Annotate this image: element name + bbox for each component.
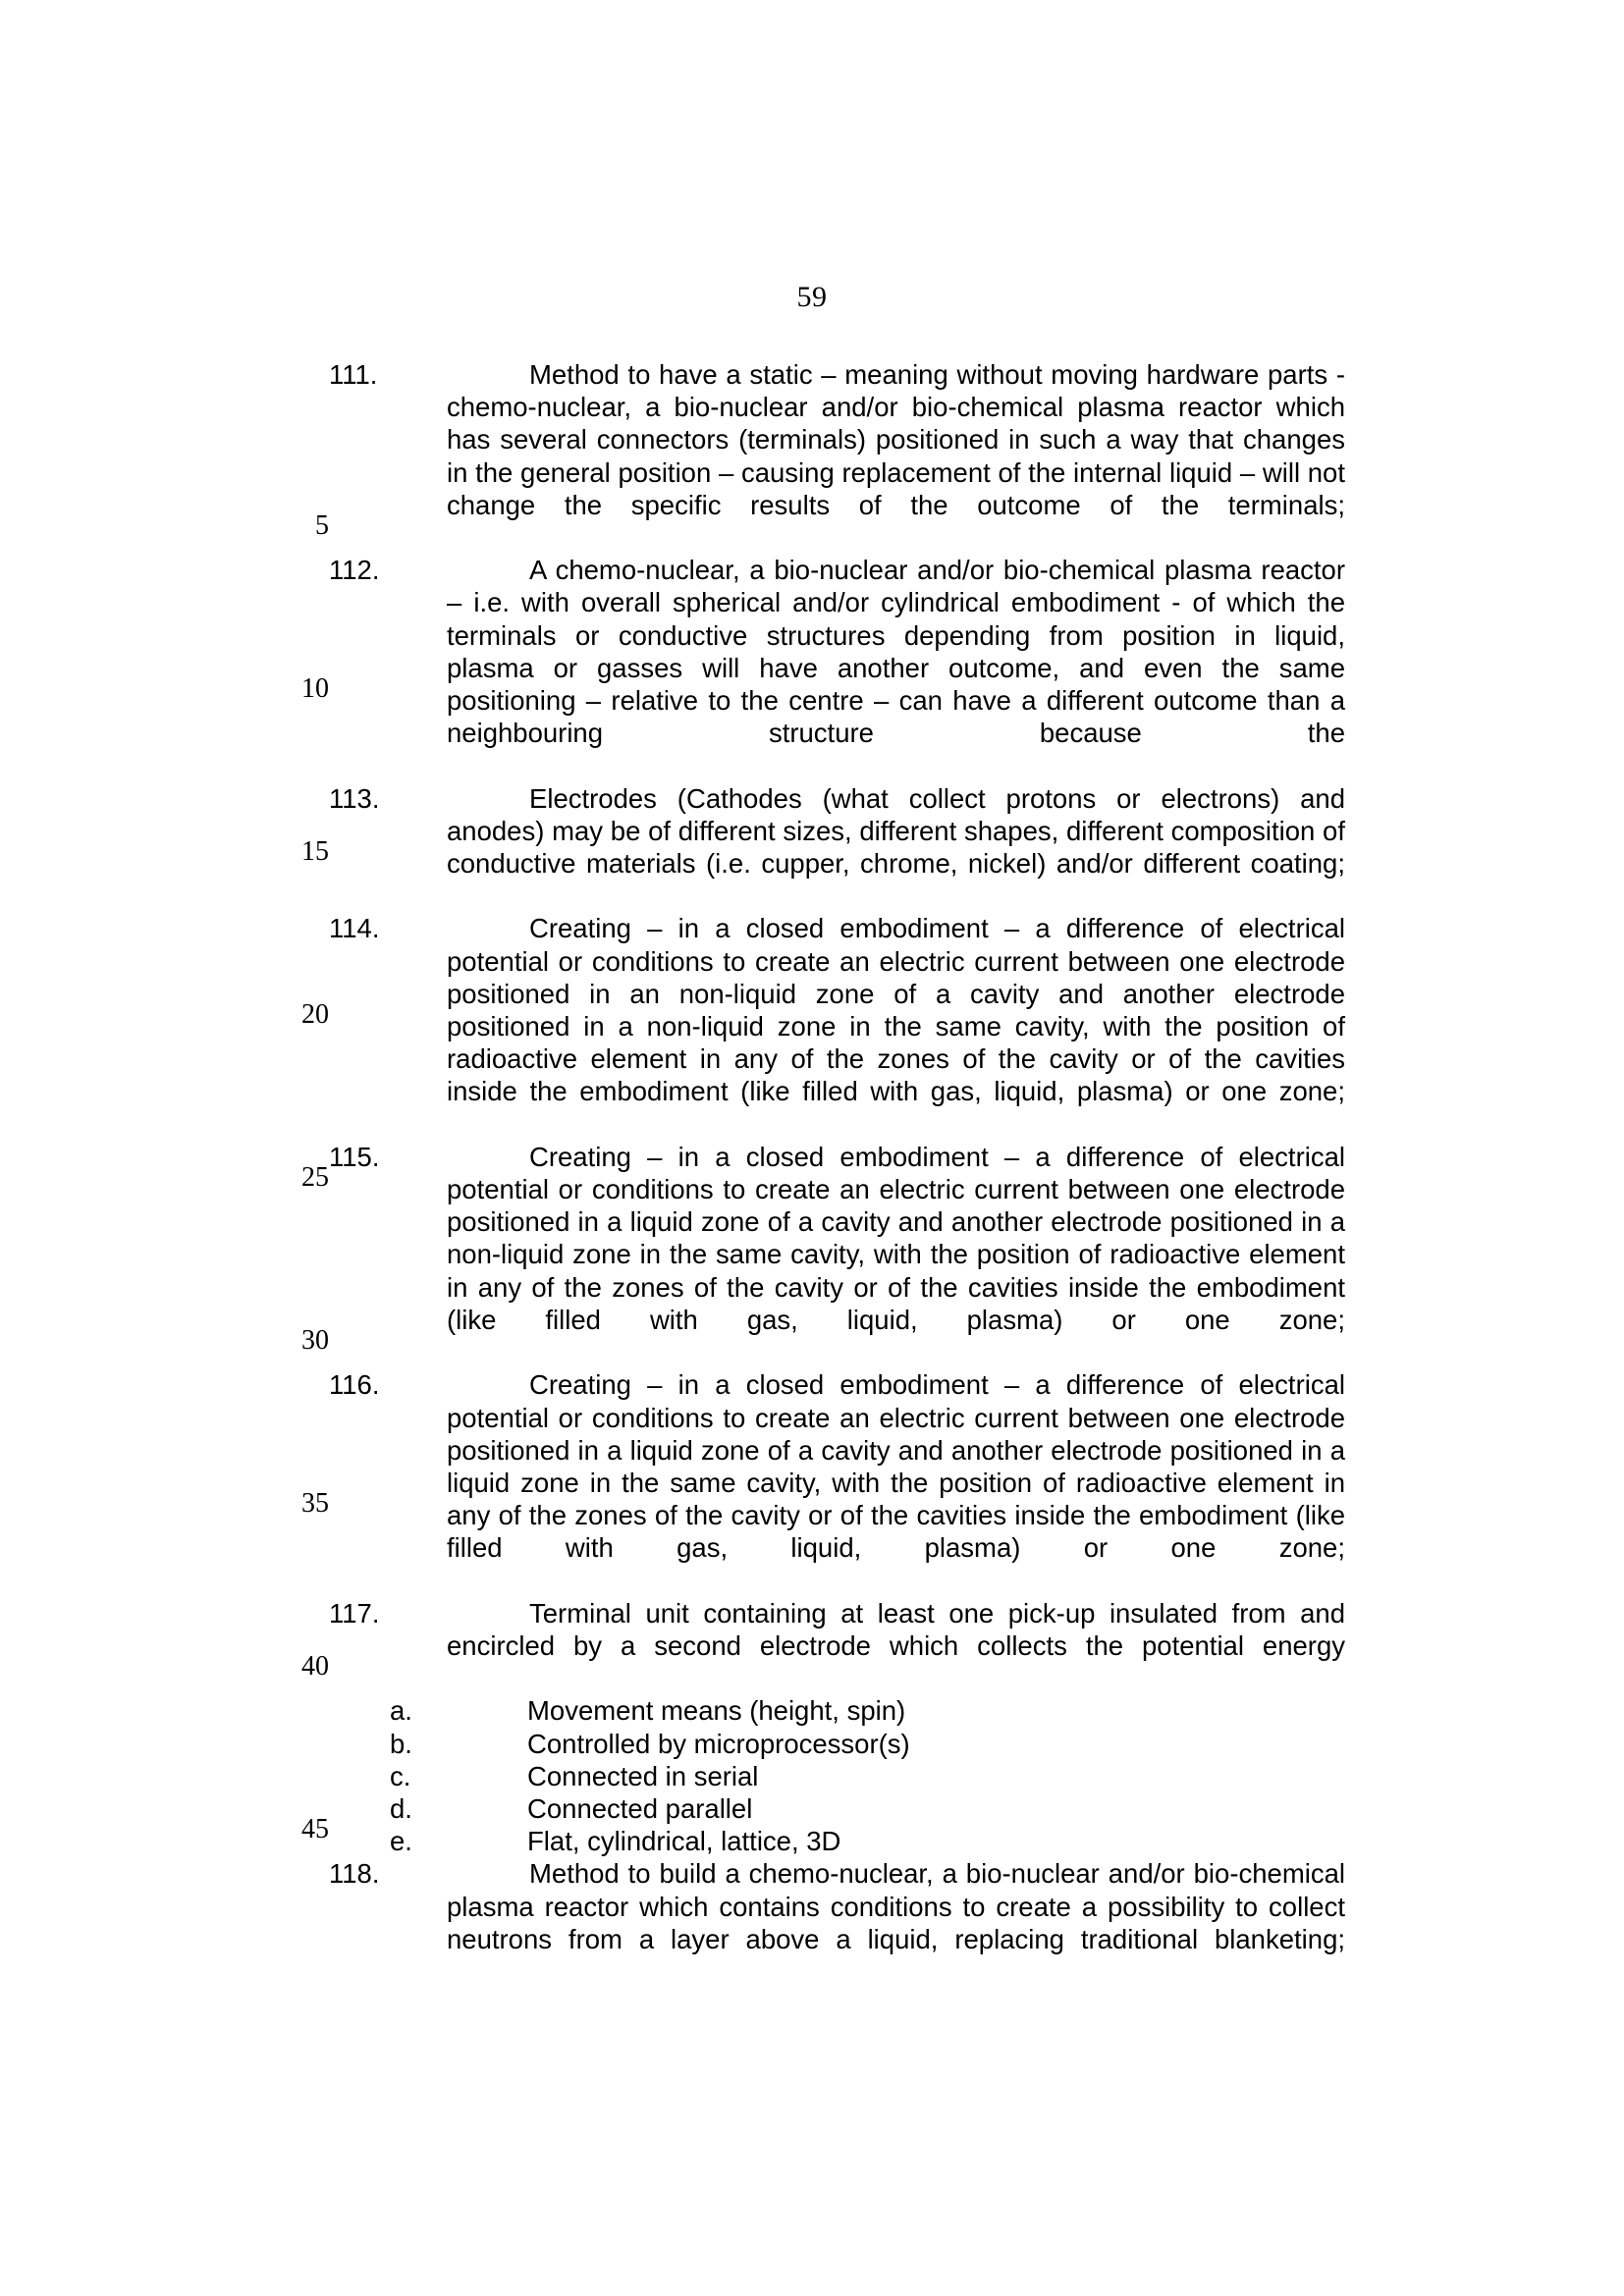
sub-item-a [388,1694,1345,1727]
claim-number: 114. [329,913,380,944]
claim-113 [329,782,1345,913]
claim-text: Method to have a static – meaning without moving hardware parts - chemo-nuclear, a bio-nuclear and/or bio-chemical plasma reactor which has several connectors (terminals) positioned in such a way that changes in the general position – causing replacement of the internal liquid – will not change the specific results of the outcome of the terminals; [447,359,1345,520]
line-number: 10 [301,673,329,704]
claim-text: Creating – in a closed embodiment – a difference of electrical potential or conditions to create an electric current between one electrode positioned in a liquid zone of a cavity and another electrode positioned in a liquid zone in the same cavity, with the position of radioactive element in any of the zones of the cavity or of the cavities inside the embodiment (like filled with gas, liquid, plasma) or one zone; [447,1369,1345,1564]
sub-item-text: Connected parallel [527,1792,753,1824]
sub-item-letter: b. [390,1728,412,1759]
line-number: 20 [301,999,329,1030]
line-number: 35 [301,1488,329,1519]
claim-number: 113. [329,782,380,814]
claim-117 [329,1597,1345,1695]
claim-116 [329,1368,1345,1596]
sub-item-text: Flat, cylindrical, lattice, 3D [527,1826,841,1857]
claim-text: A chemo-nuclear, a bio-nuclear and/or bio-chemical plasma reactor – i.e. with overall spherical and/or cylindrical embodiment - of which the terminals or conductive structures depending from position in liquid, plasma or gasses will have another outcome, and even the same positioning – relative to the centre – can have a different outcome than a neighbouring structure because the [447,555,1345,749]
claim-111 [329,358,1345,554]
sub-item-e [388,1825,1345,1857]
sub-item-b [388,1728,1345,1760]
sub-item-text: Connected in serial [527,1760,759,1791]
claim-number: 111. [329,359,378,390]
line-number: 15 [301,836,329,867]
sub-item-letter: a. [390,1695,412,1727]
claim-number: 116. [329,1369,380,1401]
line-number-gutter [0,0,353,2296]
line-number: 5 [315,510,329,541]
sub-item-text: Controlled by microprocessor(s) [527,1728,910,1759]
claim-number: 117. [329,1597,380,1629]
claim-114 [329,912,1345,1140]
claim-number: 115. [329,1141,380,1172]
claim-text: Terminal unit containing at least one pick-up insulated from and encircled by a second electrode which collects the potential energy [447,1597,1345,1661]
sub-item-letter: e. [390,1826,412,1857]
claim-number: 118. [329,1858,380,1890]
claim-text: Method to build a chemo-nuclear, a bio-nuclear and/or bio-chemical plasma reactor which contains conditions to create a possibility to collect neutrons from a layer above a liquid, replacing traditional blanketing; [447,1858,1345,1954]
sub-item-letter: c. [390,1760,411,1791]
claim-text: Creating – in a closed embodiment – a difference of electrical potential or conditions to create an electric current between one electrode positioned in a liquid zone of a cavity and another electrode positioned in a non-liquid zone in the same cavity, with the position of radioactive element in any of the zones of the cavity or of the cavities inside the embodiment (like filled with gas, liquid, plasma) or one zone; [447,1141,1345,1335]
page-number: 59 [796,281,828,313]
claim-text: Creating – in a closed embodiment – a difference of electrical potential or conditions to create an electric current between one electrode positioned in an non-liquid zone of a cavity and another electrode positioned in a non-liquid zone in the same cavity, with the position of radioactive element in any of the zones of the cavity or of the cavities inside the embodiment (like filled with gas, liquid, plasma) or one zone; [447,913,1345,1107]
line-number: 30 [301,1325,329,1356]
sub-item-d [388,1792,1345,1825]
sub-item-text: Movement means (height, spin) [527,1695,906,1727]
line-number: 45 [301,1814,329,1844]
claim-118 [329,1857,1345,1988]
line-number: 40 [301,1651,329,1682]
claim-number: 112. [329,555,380,586]
claims-body [329,358,1345,1988]
claim-text: Electrodes (Cathodes (what collect protons or electrons) and anodes) may be of different sizes, different shapes, different composition of conductive materials (i.e. cupper, chrome, nickel) and/or different coating; [447,782,1345,880]
line-number: 25 [301,1162,329,1193]
claim-112 [329,554,1345,781]
claim-115 [329,1141,1345,1368]
sub-item-letter: d. [390,1792,412,1824]
sub-item-c [388,1760,1345,1792]
claim-117-sub-list [388,1694,1345,1857]
